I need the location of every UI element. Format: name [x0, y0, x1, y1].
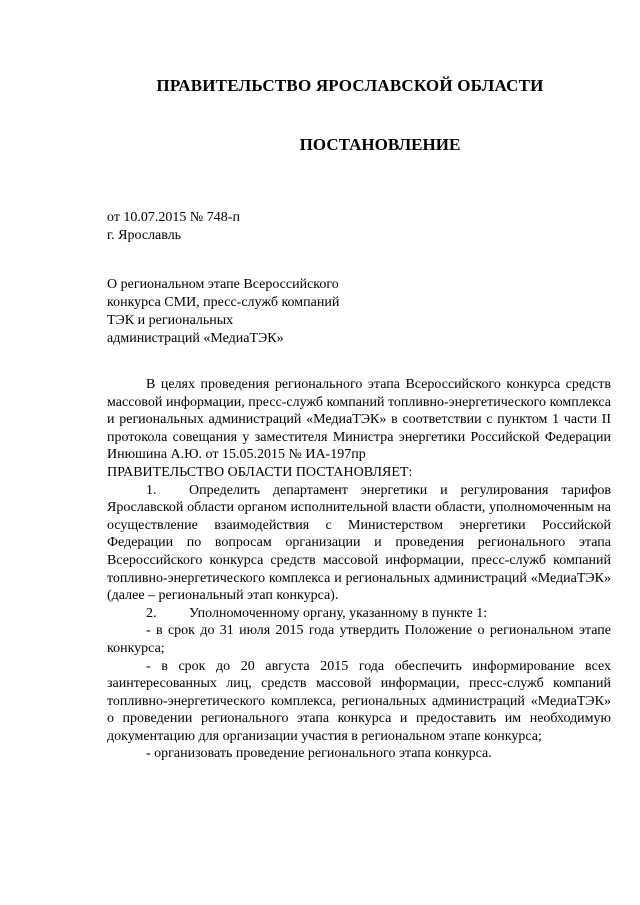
item-1-number: 1.	[146, 482, 157, 498]
item-2-paragraph	[107, 605, 611, 623]
document-subject	[107, 276, 339, 348]
sub-item-paragraph: - организовать проведение регионального этапа конкурса.	[146, 746, 492, 762]
item-2-number: 2.	[146, 605, 157, 621]
item-1-paragraph	[107, 482, 611, 605]
item-2-text: Уполномоченному органу, указанному в пункте 1:	[189, 605, 488, 621]
sub-item-paragraph: - в срок до 20 августа 2015 года обеспечить информирование всех заинтересованных лиц, средств массовой информации, пресс-служб компаний топливно-энергетического комплекса, региональных администраций «МедиаТЭК» о проведении регионального этапа конкурса и предоставить им необходимую документацию для организации участия в региональном этапе конкурса;	[107, 658, 611, 744]
document-meta	[107, 209, 240, 245]
item-1-text: Определить департамент энергетики и регулирования тарифов Ярославской области органом исполнительной власти области, уполномоченным на осуществление взаимодействия с Министерством энергетики Российской Федерации по вопросам организации и проведения регионального этапа Всероссийского конкурса средств массовой информации, пресс-служб компаний топливно-энергетического комплекса и региональных администраций «МедиаТЭК» (далее – региональный этап конкурса).	[107, 482, 611, 604]
decree-heading: ПРАВИТЕЛЬСТВО ОБЛАСТИ ПОСТАНОВЛЯЕТ:	[107, 464, 413, 480]
city: г. Ярославль	[107, 228, 182, 243]
government-title: ПРАВИТЕЛЬСТВО ЯРОСЛАВСКОЙ ОБЛАСТИ	[156, 76, 544, 95]
document-type-title: ПОСТАНОВЛЕНИЕ	[299, 135, 461, 154]
subject-line: администраций «МедиаТЭК»	[107, 331, 284, 346]
date-and-number: от 10.07.2015 № 748-п	[107, 210, 240, 225]
subject-line: ТЭК и региональных	[107, 313, 234, 328]
sub-item-paragraph: - в срок до 31 июля 2015 года утвердить Положение о региональном этапе конкурса;	[107, 623, 611, 656]
document-body	[107, 376, 611, 763]
subject-line: О региональном этапе Всероссийского	[107, 277, 339, 292]
preamble-paragraph: В целях проведения регионального этапа Всероссийского конкурса средств массовой информации, пресс-служб компаний топливно-энергетического комплекса и региональных администраций «МедиаТЭК» в соответствии с пунктом 1 части II протокола совещания у заместителя Министра энергетики Российской Федерации Инюшина А.Ю. от 15.05.2015 № ИА-197пр	[107, 377, 611, 463]
subject-line: конкурса СМИ, пресс-служб компаний	[107, 295, 340, 310]
